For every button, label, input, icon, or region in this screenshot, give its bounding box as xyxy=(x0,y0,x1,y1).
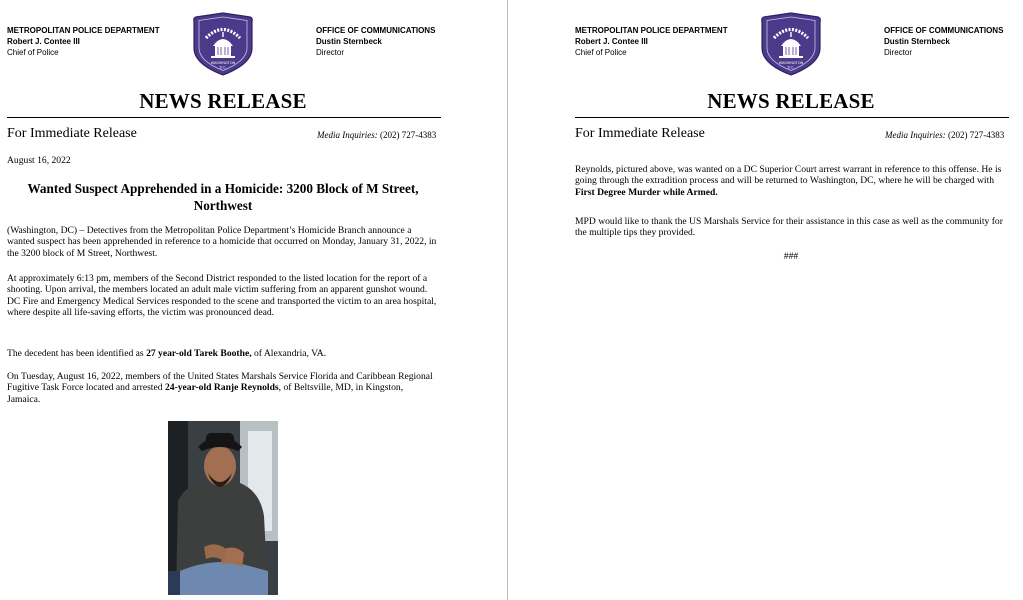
department-header xyxy=(7,25,187,58)
police-badge-logo xyxy=(760,12,822,76)
office-name: OFFICE OF COMMUNICATIONS xyxy=(884,26,1004,35)
paragraph-intro: (Washington, DC) – Detectives from the Metropolitan Police Department’s Homicide Branch announce a wanted suspect has been apprehended in reference to a homicide that occurred on Monday, January 31, 2022, in the 3200 block of M Street, Northwest. xyxy=(7,225,437,259)
headline: Wanted Suspect Apprehended in a Homicide: 3200 Block of M Street, Northwest xyxy=(27,181,419,213)
svg-text:WASHINGTON: WASHINGTON xyxy=(778,61,804,65)
document-page-1 xyxy=(0,0,507,600)
media-inquiries: Media Inquiries: (202) 727-4383 xyxy=(317,130,437,140)
release-date: August 16, 2022 xyxy=(7,155,71,166)
chief-title: Chief of Police xyxy=(7,48,59,57)
paragraph-incident: At approximately 6:13 pm, members of the Second District responded to the listed location for the report of a shooting. Upon arrival, the members located an adult male victim suffering from an apparent gunshot wound. DC Fire and Emergency Medical Services responded to the scene and transported the victim to an area hospital, where despite all life-saving efforts, the victim was pronounced dead. xyxy=(7,273,437,318)
director-name: Dustin Sternbeck xyxy=(316,37,382,46)
document-page-2 xyxy=(508,0,1023,600)
end-mark: ### xyxy=(783,251,799,262)
chief-title: Chief of Police xyxy=(575,48,627,57)
director-title: Director xyxy=(316,48,345,57)
director-name: Dustin Sternbeck xyxy=(884,37,950,46)
news-release-title: NEWS RELEASE xyxy=(707,89,875,113)
police-badge-logo xyxy=(192,12,254,76)
chief-name: Robert J. Contee III xyxy=(7,37,80,46)
release-type: For Immediate Release xyxy=(575,126,705,141)
communications-header xyxy=(316,25,496,58)
news-release-title: NEWS RELEASE xyxy=(139,89,307,113)
office-name: OFFICE OF COMMUNICATIONS xyxy=(316,26,436,35)
svg-text:WASHINGTON: WASHINGTON xyxy=(210,61,236,65)
department-name: METROPOLITAN POLICE DEPARTMENT xyxy=(7,26,160,35)
svg-text:D.C.: D.C. xyxy=(787,65,795,70)
release-type: For Immediate Release xyxy=(7,126,137,141)
media-inquiries: Media Inquiries: (202) 727-4383 xyxy=(885,130,1005,140)
paragraph-arrest: On Tuesday, August 16, 2022, members of the United States Marshals Service Florida and Caribbean Regional Fugitive Task Force located and arrested 24-year-old Ranje Reynolds, of Beltsville, MD, in Kingston, Jamaica. xyxy=(7,371,433,405)
paragraph-thanks: MPD would like to thank the US Marshals Service for their assistance in this case as well as the community for the multiple tips they provided. xyxy=(575,216,1003,239)
department-name: METROPOLITAN POLICE DEPARTMENT xyxy=(575,26,728,35)
svg-text:D.C.: D.C. xyxy=(219,65,227,70)
header-rule xyxy=(7,117,441,118)
header-rule xyxy=(575,117,1009,118)
director-title: Director xyxy=(884,48,913,57)
paragraph-decedent: The decedent has been identified as 27 year-old Tarek Boothe, of Alexandria, VA. xyxy=(7,348,327,359)
suspect-photo xyxy=(168,421,278,595)
paragraph-extradition: Reynolds, pictured above, was wanted on a DC Superior Court arrest warrant in reference to this offense. He is going through the extradition process and will be returned to Washington, DC, where he will be charged with First Degree Murder while Armed. xyxy=(575,164,1002,198)
communications-header xyxy=(884,25,1020,58)
chief-name: Robert J. Contee III xyxy=(575,37,648,46)
department-header xyxy=(575,25,755,58)
